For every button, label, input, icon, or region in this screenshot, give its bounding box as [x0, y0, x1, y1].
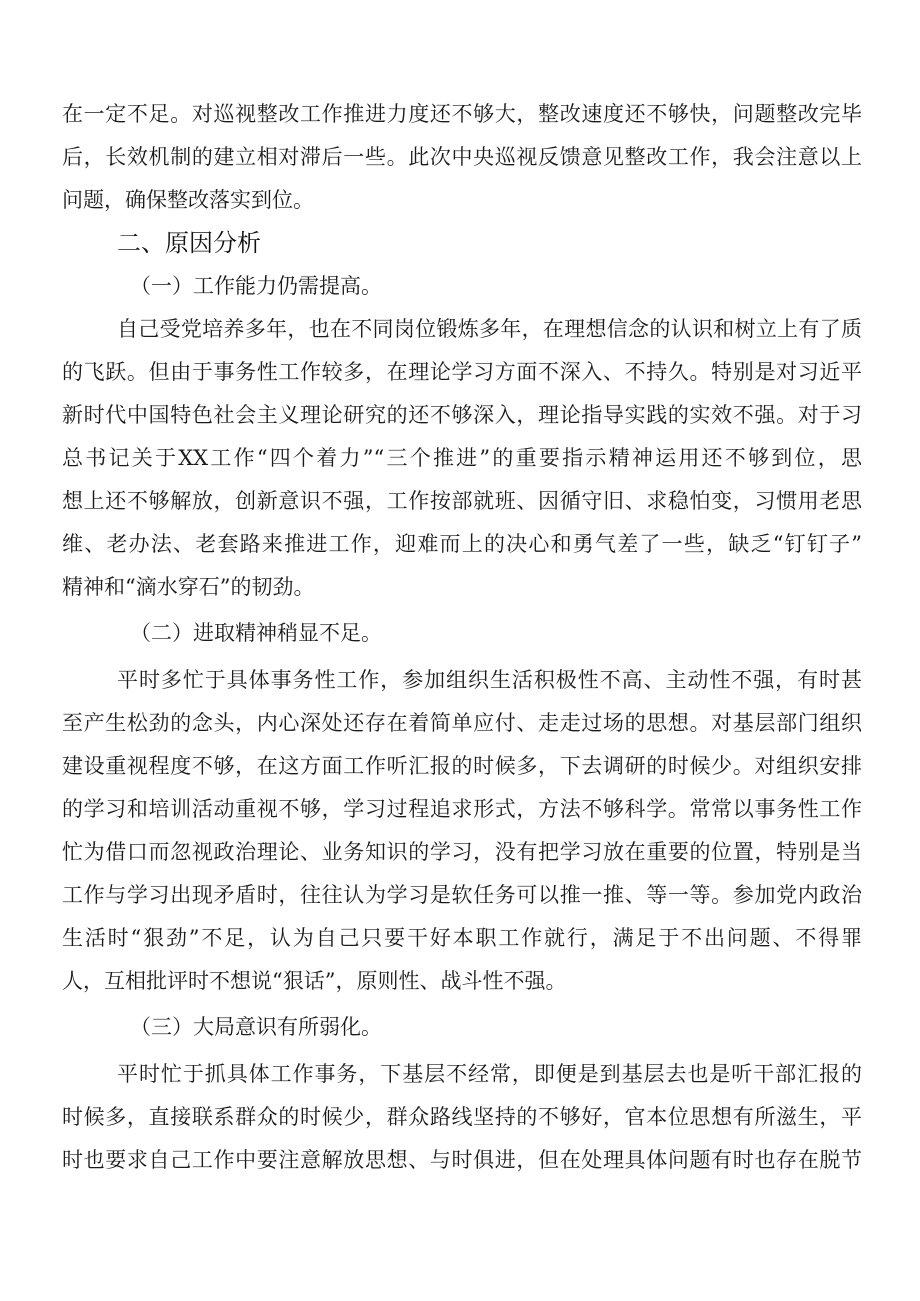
body-line: 建设重视程度不够，在这方面工作听汇报的时候多，下去调研的时候少。对组织安排	[62, 754, 862, 778]
paragraph-first-line: 自己受党培养多年，也在不同岗位锻炼多年，在理想信念的认识和树立上有了质	[117, 317, 862, 341]
section-heading: 二、原因分析	[117, 229, 261, 257]
body-line: 精神和“滴水穿石”的韧劲。	[62, 575, 315, 599]
body-line: 新时代中国特色社会主义理论研究的还不够深入，理论指导实践的实效不强。对于习	[62, 403, 862, 427]
body-line: 生活时“狠劲”不足，认为自己只要干好本职工作就行，满足于不出问题、不得罪	[62, 926, 862, 950]
subsection-heading: （一）工作能力仍需提高。	[130, 274, 382, 298]
body-line: 的学习和培训活动重视不够，学习过程追求形式，方法不够科学。常常以事务性工作	[62, 797, 862, 821]
body-line: 时候多，直接联系群众的时候少，群众路线坚持的不够好，官本位思想有所滋生，平	[62, 1105, 862, 1129]
paragraph-first-line: 平时多忙于具体事务性工作，参加组织生活积极性不高、主动性不强，有时甚	[117, 668, 862, 692]
body-line: 人，互相批评时不想说“狠话”，原则性、战斗性不强。	[62, 969, 567, 993]
body-line: 在一定不足。对巡视整改工作推进力度还不够大，整改速度还不够快，问题整改完毕	[62, 102, 862, 126]
body-line: 工作与学习出现矛盾时，往往认为学习是软任务可以推一推、等一等。参加党内政治	[62, 883, 862, 907]
body-line: 时也要求自己工作中要注意解放思想、与时俱进，但在处理具体问题有时也存在脱节	[62, 1148, 862, 1172]
body-line: 想上还不够解放，创新意识不强，工作按部就班、因循守旧、求稳怕变，习惯用老思	[62, 489, 862, 513]
body-line: 的飞跃。但由于事务性工作较多，在理论学习方面不深入、不持久。特别是对习近平	[62, 360, 862, 384]
body-line: 问题，确保整改落实到位。	[62, 188, 314, 212]
body-line: 后，长效机制的建立相对滞后一些。此次中央巡视反馈意见整改工作，我会注意以上	[62, 145, 862, 169]
subsection-heading: （三）大局意识有所弱化。	[130, 1015, 382, 1039]
body-line: 至产生松劲的念头，内心深处还存在着简单应付、走走过场的思想。对基层部门组织	[62, 711, 862, 735]
body-line: 忙为借口而忽视政治理论、业务知识的学习，没有把学习放在重要的位置，特别是当	[62, 840, 862, 864]
body-line: 维、老办法、老套路来推进工作，迎难而上的决心和勇气差了一些，缺乏“钉钉子”	[62, 532, 862, 556]
subsection-heading: （二）进取精神稍显不足。	[130, 621, 382, 645]
body-line: 总书记关于XX工作“四个着力”“三个推进”的重要指示精神运用还不够到位，思	[62, 446, 862, 470]
paragraph-first-line: 平时忙于抓具体工作事务，下基层不经常，即便是到基层去也是听干部汇报的	[117, 1062, 862, 1086]
